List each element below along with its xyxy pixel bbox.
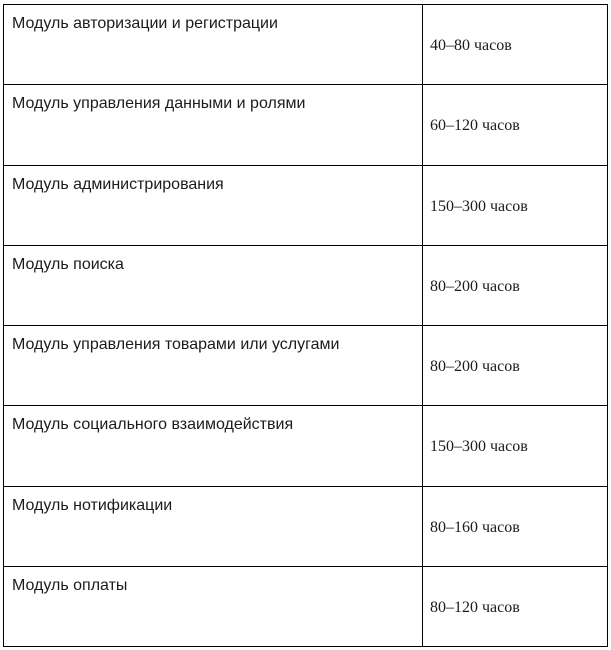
table-row	[4, 245, 608, 325]
hours-estimate-cell	[423, 486, 608, 566]
module-name-cell	[4, 326, 423, 406]
table-row	[4, 165, 608, 245]
module-name: Модуль социального взаимодействия	[12, 416, 294, 434]
table-row	[4, 5, 608, 85]
hours-estimate: 40–80 часов	[430, 37, 512, 54]
module-name: Модуль управления данными и ролями	[12, 95, 306, 113]
hours-estimate: 80–120 часов	[430, 598, 520, 616]
hours-estimate-cell	[423, 566, 608, 646]
module-name-cell	[4, 5, 423, 85]
module-name-cell	[4, 486, 423, 566]
table-row	[4, 566, 608, 646]
hours-estimate-cell	[423, 5, 608, 85]
module-name: Модуль авторизации и регистрации	[12, 15, 278, 32]
hours-estimate: 150–300 часов	[430, 197, 528, 215]
module-name-cell	[4, 245, 423, 325]
module-name-cell	[4, 85, 423, 165]
table-row	[4, 326, 608, 406]
module-name: Модуль поиска	[12, 255, 124, 273]
hours-estimate-cell	[423, 85, 608, 165]
hours-estimate: 60–120 часов	[430, 117, 520, 135]
hours-estimate-cell	[423, 245, 608, 325]
module-name: Модуль администрирования	[12, 175, 224, 193]
hours-estimate-cell	[423, 326, 608, 406]
table-row	[4, 406, 608, 486]
modules-hours-table	[3, 4, 608, 647]
table-row	[4, 85, 608, 165]
hours-estimate-cell	[423, 165, 608, 245]
module-name: Модуль управления товарами или услугами	[12, 336, 340, 353]
module-name: Модуль нотификации	[12, 496, 173, 514]
hours-estimate: 80–200 часов	[430, 277, 520, 295]
hours-estimate: 80–160 часов	[430, 518, 520, 536]
module-name-cell	[4, 566, 423, 646]
hours-estimate: 80–200 часов	[430, 358, 520, 375]
hours-estimate: 150–300 часов	[430, 438, 528, 456]
module-name-cell	[4, 165, 423, 245]
table-row	[4, 486, 608, 566]
hours-estimate-cell	[423, 406, 608, 486]
module-name-cell	[4, 406, 423, 486]
module-name: Модуль оплаты	[12, 576, 128, 594]
